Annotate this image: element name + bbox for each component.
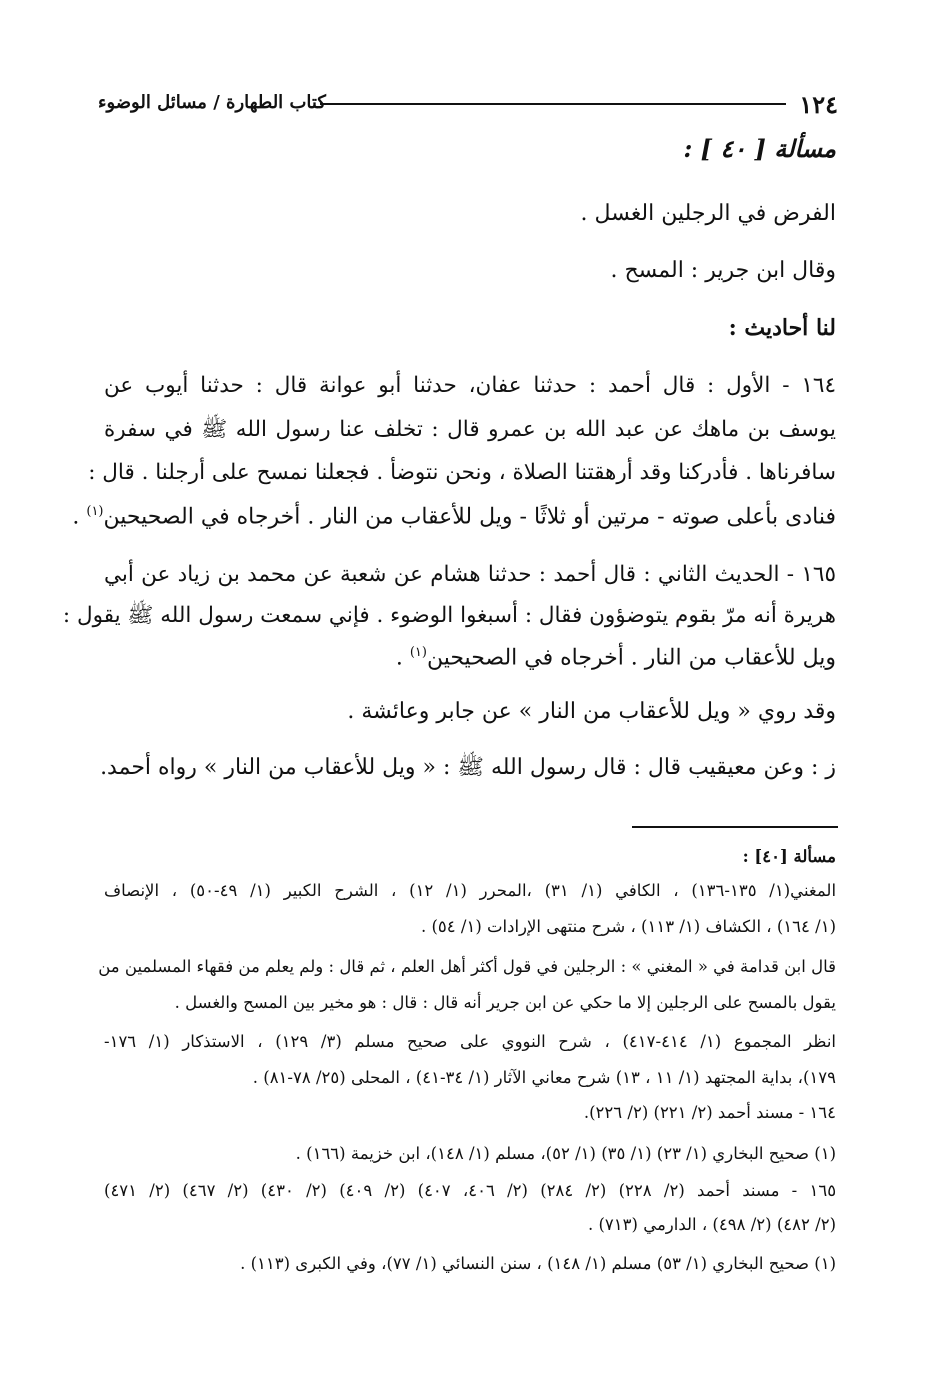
body-line-1: الفرض في الرجلين الغسل .: [580, 201, 836, 226]
footnote-line: يقول بالمسح على الرجلين إلا ما حكي عن ابن جرير أنه قال : قال : هو مخير بين المسح والغسل .: [174, 993, 836, 1012]
hadith-164-line: يوسف بن ماهك عن عبد الله بن عمرو قال : تخلف عنا رسول الله ﷺ في سفرة: [104, 417, 836, 442]
hadith-164-line: سافرناها . فأدركنا وقد أرهقتنا الصلاة ، ونحن نتوضأ . فجعلنا نمسح على أرجلنا . قال :: [88, 460, 836, 485]
footnote-rule: [632, 826, 838, 828]
body-line-2: وقال ابن جرير : المسح .: [610, 258, 836, 283]
hadith-164-line: ١٦٤ - الأول : قال أحمد : حدثنا عفان، حدثنا أبو عوانة قال : حدثنا أيوب عن: [104, 373, 836, 398]
hadith-165-line: هريرة أنه مرّ بقوم يتوضؤون فقال : أسبغوا الوضوء . فإني سمعت رسول الله ﷺ يقول :: [62, 603, 836, 628]
footnote-line: (١) صحيح البخاري (١/ ٢٣) (١/ ٣٥) (١/ ٥٢)، مسلم (١/ ١٤٨)، ابن خزيمة (١٦٦) .: [295, 1144, 836, 1163]
hadith-165-line: ١٦٥ - الحديث الثاني : قال أحمد : حدثنا هشام عن شعبة عن محمد بن زياد عن أبي: [104, 562, 836, 587]
footnote-line: قال ابن قدامة في « المغني » : الرجلين في قول أكثر أهل العلم ، ثم قال : ولم يعلم من فقهاء المسلمين من: [98, 957, 836, 976]
masala-heading: مسألة [ ٤٠ ] :: [683, 134, 836, 163]
body-line-rawi: وقد روي « ويل للأعقاب من النار » عن جابر وعائشة .: [347, 699, 836, 724]
header-rule: [320, 103, 786, 105]
footnote-line: مسألة [٤٠] :: [742, 847, 836, 866]
footnote-marker: (١): [409, 645, 427, 660]
footnote-line: ١٦٤ - مسند أحمد (٢/ ٢٢١) (٢/ ٢٢٦).: [583, 1103, 836, 1122]
footnote-line: انظر المجموع (١/ ٤١٤-٤١٧) ، شرح النووي على صحيح مسلم (٣/ ١٢٩) ، الاستذكار (١/ ١٧٦-: [104, 1032, 836, 1051]
footnote-line: ١٦٥ - مسند أحمد (٢/ ٢٢٨) (٢/ ٢٨٤) (٢/ ٤٠٦، ٤٠٧) (٢/ ٤٠٩) (٢/ ٤٣٠) (٢/ ٤٦٧) (٢/ ٤٧١): [104, 1181, 837, 1200]
footnote-line: المغني(١/ ١٣٥-١٣٦) ، الكافي (١/ ٣١) ،المحرر (١/ ١٢) ، الشرح الكبير (١/ ٤٩-٥٠) ، الإنصاف: [104, 881, 837, 900]
hadith-165-text: ويل للأعقاب من النار . أخرجاه في الصحيحين: [426, 645, 836, 671]
footnote-line: (١/ ١٦٤) ، الكشاف (١/ ١١٣) ، شرح منتهى الإرادات (١/ ٥٤) .: [420, 917, 836, 936]
footnote-line: (٢/ ٤٨٢) (٢/ ٤٩٨) ، الدارمي (٧١٣) .: [587, 1215, 836, 1234]
header-title: كتاب الطهارة / مسائل الوضوء: [98, 92, 326, 113]
running-header: [98, 90, 838, 118]
footnote-line: ١٧٩)، بداية المجتهد (١/ ١١ ، ١٣) شرح معاني الآثار (١/ ٣٤-٤١) ، المحلى (٢٥/ ٧٨-٨١) .: [252, 1068, 836, 1087]
body-line-3: لنا أحاديث :: [728, 315, 836, 341]
hadith-164-line: فنادى بأعلى صوته - مرتين أو ثلاثًا - ويل للأعقاب من النار . أخرجاه في الصحيحين$^{(١)}$ .: [72, 504, 836, 530]
body-line-ziyada: ز : وعن معيقيب قال : قال رسول الله ﷺ : « ويل للأعقاب من النار » رواه أحمد.: [100, 755, 836, 780]
hadith-165-line: ويل للأعقاب من النار . أخرجاه في الصحيحين$^{(١)}$ .: [395, 645, 836, 671]
page-number: ١٢٤: [799, 90, 838, 119]
hadith-164-text: فنادى بأعلى صوته - مرتين أو ثلاثًا - ويل للأعقاب من النار . أخرجاه في الصحيحين: [103, 504, 836, 530]
footnote-line: (١) صحيح البخاري (١/ ٥٣) مسلم (١/ ١٤٨) ، سنن النسائي (١/ ٧٧)، وفي الكبرى (١١٣) .: [240, 1254, 836, 1273]
footnote-marker: (١): [86, 504, 104, 519]
